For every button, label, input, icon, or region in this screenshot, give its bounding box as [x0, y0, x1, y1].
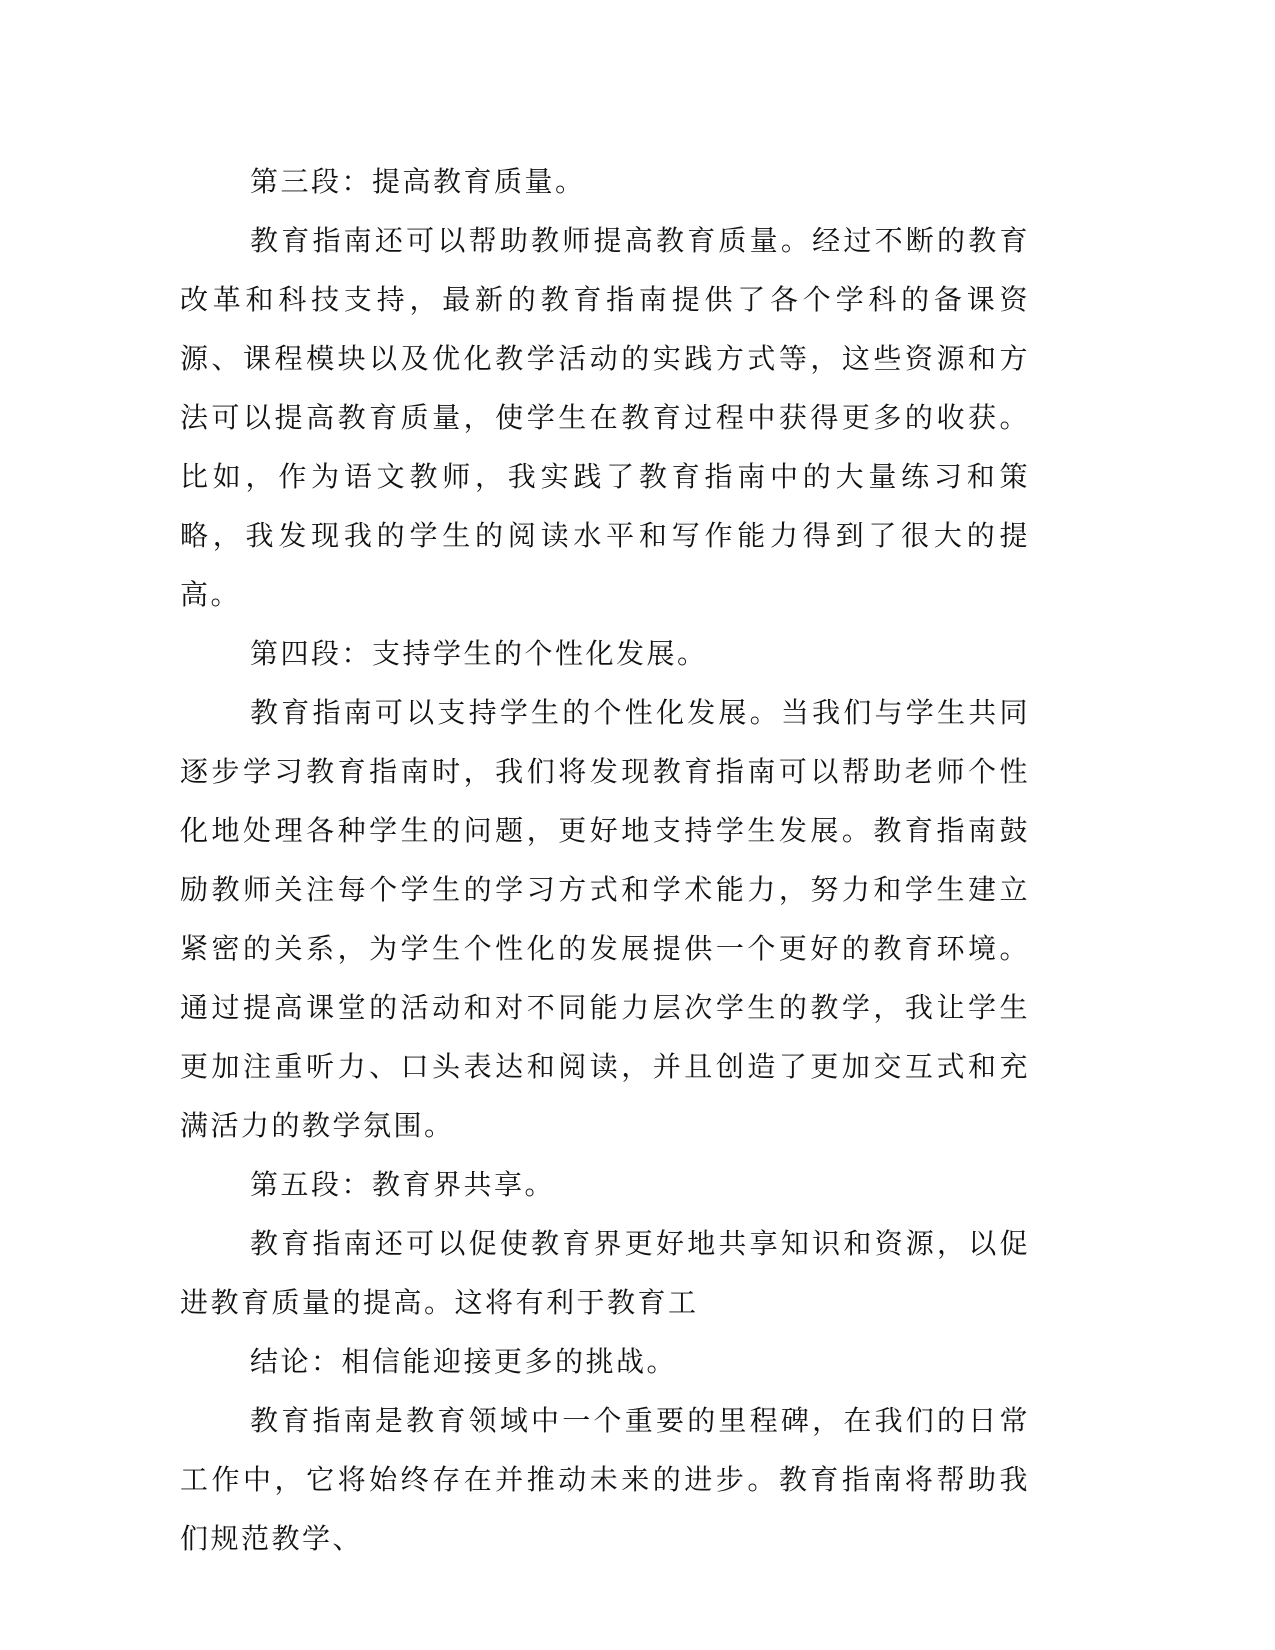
document-page — [180, 152, 1030, 1568]
section-heading-4: 第四段：支持学生的个性化发展。 — [250, 637, 708, 670]
section-heading-3: 第三段：提高教育质量。 — [250, 165, 586, 198]
section-heading-5: 第五段：教育界共享。 — [250, 1168, 556, 1201]
paragraph-conclusion: 教育指南是教育领域中一个重要的里程碑，在我们的日常工作中，它将始终存在并推动未来的进步。教育指南将帮助我们规范教学、 — [180, 1404, 1030, 1555]
paragraph-education-quality: 教育指南还可以帮助教师提高教育质量。经过不断的教育改革和科技支持，最新的教育指南提供了各个学科的备课资源、课程模块以及优化教学活动的实践方式等，这些资源和方法可以提高教育质量，使学生在教育过程中获得更多的收获。比如，作为语文教师，我实践了教育指南中的大量练习和策略，我发现我的学生的阅读水平和写作能力得到了很大的提高。 — [180, 224, 1030, 611]
conclusion-heading: 结论：相信能迎接更多的挑战。 — [250, 1345, 678, 1378]
paragraph-personalized-development: 教育指南可以支持学生的个性化发展。当我们与学生共同逐步学习教育指南时，我们将发现教育指南可以帮助老师个性化地处理各种学生的问题，更好地支持学生发展。教育指南鼓励教师关注每个学生的学习方式和学术能力，努力和学生建立紧密的关系，为学生个性化的发展提供一个更好的教育环境。通过提高课堂的活动和对不同能力层次学生的教学，我让学生更加注重听力、口头表达和阅读，并且创造了更加交互式和充满活力的教学氛围。 — [180, 696, 1030, 1142]
paragraph-education-sharing: 教育指南还可以促使教育界更好地共享知识和资源，以促进教育质量的提高。这将有利于教育工 — [180, 1227, 1030, 1319]
